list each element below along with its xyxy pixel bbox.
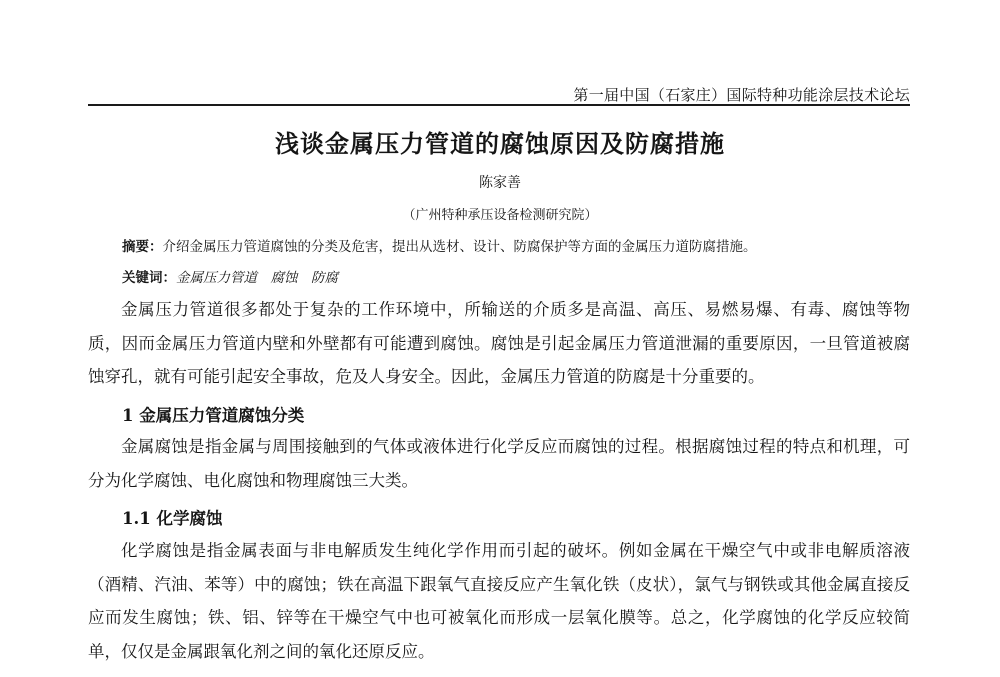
affiliation: （广州特种承压设备检测研究院） — [402, 208, 598, 223]
section-1-heading: 1 金属压力管道腐蚀分类 — [122, 406, 305, 425]
author-name: 陈家善 — [479, 175, 521, 191]
running-head: 第一届中国（石家庄）国际特种功能涂层技术论坛 — [573, 86, 910, 104]
keywords-label: 关键词： — [122, 270, 176, 286]
section-1-1-paragraph: 化学腐蚀是指金属表面与非电解质发生纯化学作用而引起的破坏。例如金属在干燥空气中或非电解质溶液 （酒精、汽油、苯等）中的腐蚀；铁在高温下跟氧气直接反应产生氧化铁（皮状），氯气与钢铁或其他金属直接反应而发生腐蚀；铁、铝、锌等在干燥空气中也可被氧化而形成一层氧化膜等。总之，化学腐蚀的化学反应较简单，仅仅是金属跟氧化剂之间的氧化还原反应。 — [88, 541, 927, 661]
abstract-label: 摘要： — [122, 239, 163, 255]
section-1-1-heading: 1.1 化学腐蚀 — [122, 509, 223, 528]
section-1-paragraph: 金属腐蚀是指金属与周围接触到的气体或液体进行化学反应而腐蚀的过程。根据腐蚀过程的特点和机理，可分为化学腐蚀、电化腐蚀和物理腐蚀三大类。 — [88, 437, 910, 490]
header-rule — [88, 104, 910, 106]
abstract — [122, 235, 757, 255]
keywords-list: 金属压力管道 腐蚀 防腐 — [176, 270, 338, 286]
keywords — [122, 266, 338, 286]
abstract-text: 介绍金属压力管道腐蚀的分类及危害，提出从选材、设计、防腐保护等方面的金属压力道防腐措施。 — [162, 239, 757, 255]
paper-title: 浅谈金属压力管道的腐蚀原因及防腐措施 — [275, 129, 725, 158]
intro-paragraph: 金属压力管道很多都处于复杂的工作环境中，所输送的介质多是高温、高压、易燃易爆、有毒、腐蚀等物质，因而金属压力管道内壁和外壁都有可能遭到腐蚀。腐蚀是引起金属压力管道泄漏的重要原因，一旦管道被腐蚀穿孔，就有可能引起安全事故，危及人身安全。因此，金属压力管道的防腐是十分重要的。 — [88, 300, 910, 386]
